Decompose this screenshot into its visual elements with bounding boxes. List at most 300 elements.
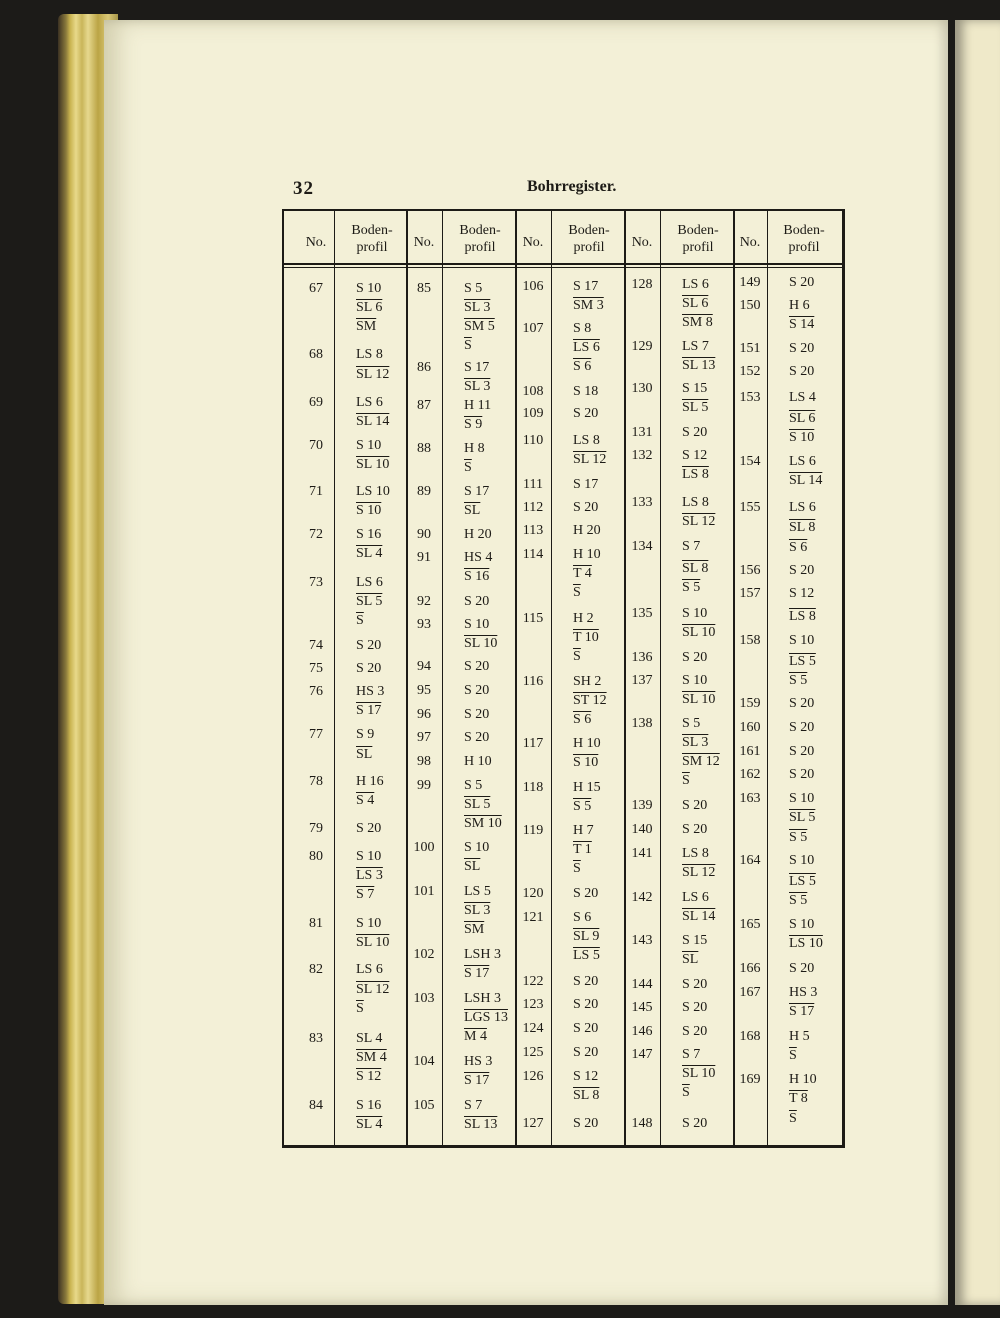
boring-number: 86 bbox=[417, 360, 431, 375]
soil-profile-entry: H 11 bbox=[464, 398, 492, 413]
soil-profile-entry: LS 6 bbox=[789, 454, 816, 469]
header-profile-5 bbox=[771, 222, 837, 256]
soil-profile-entry: S 15 bbox=[682, 933, 708, 948]
soil-profile-entry: S 20 bbox=[682, 1024, 708, 1039]
soil-profile-entry: LGS 13 bbox=[464, 1010, 508, 1025]
soil-profile-entry: S 20 bbox=[464, 730, 490, 745]
boring-number: 165 bbox=[739, 917, 761, 932]
boring-number: 121 bbox=[522, 910, 544, 925]
soil-profile-entry: S 20 bbox=[789, 341, 815, 356]
boring-number: 160 bbox=[739, 720, 761, 735]
soil-profile-entry: S 10 bbox=[356, 849, 382, 864]
boring-number: 157 bbox=[739, 586, 761, 601]
soil-profile-entry: HS 3 bbox=[356, 684, 385, 699]
header-rule-double bbox=[282, 267, 842, 268]
soil-profile-entry: $\overline{SM}$ bbox=[464, 922, 485, 937]
soil-profile-entry: S 12 bbox=[573, 1069, 599, 1084]
soil-profile-entry: S 20 bbox=[573, 1045, 599, 1060]
soil-profile-entry: LS 6 bbox=[356, 575, 383, 590]
header-no-3: No. bbox=[522, 235, 544, 250]
soil-profile-entry: M 4 bbox=[464, 1029, 487, 1044]
soil-profile-entry: LSH 3 bbox=[464, 947, 501, 962]
boring-number: 164 bbox=[739, 853, 761, 868]
soil-profile-entry: S 5 bbox=[789, 893, 808, 908]
soil-profile-entry: SL 10 bbox=[464, 636, 498, 651]
soil-profile-entry: LS 7 bbox=[682, 339, 709, 354]
boring-number: 99 bbox=[417, 778, 431, 793]
soil-profile-entry: S 5 bbox=[464, 281, 483, 296]
boring-number: 140 bbox=[631, 822, 653, 837]
boring-number: 139 bbox=[631, 798, 653, 813]
boring-number: 132 bbox=[631, 448, 653, 463]
boring-number: 113 bbox=[522, 523, 544, 538]
soil-profile-entry: SL 5 bbox=[356, 594, 383, 609]
boring-number: 159 bbox=[739, 696, 761, 711]
soil-profile-entry: T 4 bbox=[573, 566, 592, 581]
soil-profile-entry: $\overline{S}$ bbox=[573, 861, 581, 876]
boring-number: 126 bbox=[522, 1069, 544, 1084]
soil-profile-entry: LS 8 bbox=[682, 846, 709, 861]
soil-profile-entry: SM 12 bbox=[682, 754, 720, 769]
soil-profile-entry: S 20 bbox=[356, 821, 382, 836]
boring-number: 76 bbox=[309, 684, 323, 699]
soil-profile-entry: S 10 bbox=[682, 606, 708, 621]
soil-profile-entry: SL 9 bbox=[573, 929, 600, 944]
boring-number: 143 bbox=[631, 933, 653, 948]
soil-profile-entry: S 9 bbox=[356, 727, 375, 742]
boring-number: 71 bbox=[309, 484, 323, 499]
soil-profile-entry: LSH 3 bbox=[464, 991, 501, 1006]
boring-number: 89 bbox=[417, 484, 431, 499]
soil-profile-entry: LS 10 bbox=[789, 936, 823, 951]
boring-number: 123 bbox=[522, 997, 544, 1012]
boring-number: 95 bbox=[417, 683, 431, 698]
soil-profile-entry: S 7 bbox=[682, 539, 701, 554]
soil-profile-entry: S 20 bbox=[682, 650, 708, 665]
soil-profile-entry: S 20 bbox=[464, 707, 490, 722]
boring-number: 158 bbox=[739, 633, 761, 648]
soil-profile-entry: S 20 bbox=[682, 822, 708, 837]
soil-profile-entry: $\overline{S}$ bbox=[682, 1085, 690, 1100]
soil-profile-entry: S 7 bbox=[682, 1047, 701, 1062]
soil-profile-entry: SL 13 bbox=[682, 358, 716, 373]
boring-number: 81 bbox=[309, 916, 323, 931]
header-profile-line2: profil bbox=[682, 240, 714, 255]
soil-profile-entry: H 5 bbox=[789, 1029, 810, 1044]
soil-profile-entry: S 7 bbox=[356, 887, 375, 902]
soil-profile-entry: SL 12 bbox=[356, 367, 390, 382]
soil-profile-entry: LS 5 bbox=[789, 874, 816, 889]
boring-number: 109 bbox=[522, 406, 544, 421]
boring-number: 146 bbox=[631, 1024, 653, 1039]
boring-number: 87 bbox=[417, 398, 431, 413]
soil-profile-entry: S 20 bbox=[789, 563, 815, 578]
soil-profile-entry: S 20 bbox=[682, 1000, 708, 1015]
soil-profile-entry: S 20 bbox=[789, 767, 815, 782]
soil-profile-entry: S 10 bbox=[573, 755, 599, 770]
boring-number: 96 bbox=[417, 707, 431, 722]
soil-profile-entry: S 10 bbox=[356, 503, 382, 518]
boring-number: 161 bbox=[739, 744, 761, 759]
soil-profile-entry: SL 5 bbox=[682, 400, 709, 415]
soil-profile-entry: LS 3 bbox=[356, 868, 383, 883]
soil-profile-entry: SL 10 bbox=[682, 692, 716, 707]
boring-number: 156 bbox=[739, 563, 761, 578]
soil-profile-entry: S 10 bbox=[464, 617, 490, 632]
boring-number: 167 bbox=[739, 985, 761, 1000]
boring-number: 129 bbox=[631, 339, 653, 354]
soil-profile-entry: T 10 bbox=[573, 630, 599, 645]
boring-number: 103 bbox=[413, 991, 435, 1006]
header-profile-line1: Boden- bbox=[677, 223, 719, 238]
soil-profile-entry: LS 5 bbox=[789, 654, 816, 669]
soil-profile-entry: S 20 bbox=[682, 798, 708, 813]
boring-number: 100 bbox=[413, 840, 435, 855]
soil-profile-entry: S 20 bbox=[573, 997, 599, 1012]
soil-profile-entry: $\overline{S}$ bbox=[464, 460, 472, 475]
soil-profile-entry: S 6 bbox=[573, 910, 592, 925]
boring-number: 72 bbox=[309, 527, 323, 542]
soil-profile-entry: SM 8 bbox=[682, 315, 713, 330]
soil-profile-entry: H 20 bbox=[464, 527, 492, 542]
soil-profile-entry: H 20 bbox=[573, 523, 601, 538]
soil-profile-entry: LS 6 bbox=[573, 340, 600, 355]
column-rule-no-1 bbox=[334, 211, 335, 1145]
soil-profile-entry: S 20 bbox=[789, 744, 815, 759]
boring-number: 133 bbox=[631, 495, 653, 510]
boring-number: 92 bbox=[417, 594, 431, 609]
boring-number: 119 bbox=[522, 823, 544, 838]
boring-number: 112 bbox=[522, 500, 544, 515]
boring-number: 153 bbox=[739, 390, 761, 405]
boring-number: 84 bbox=[309, 1098, 323, 1113]
boring-number: 70 bbox=[309, 438, 323, 453]
soil-profile-entry: SL 12 bbox=[682, 514, 716, 529]
soil-profile-entry: $\overline{S}$ bbox=[356, 613, 364, 628]
soil-profile-entry: S 20 bbox=[682, 425, 708, 440]
soil-profile-entry: S 16 bbox=[464, 569, 490, 584]
boring-number: 135 bbox=[631, 606, 653, 621]
soil-profile-entry: H 10 bbox=[573, 547, 601, 562]
soil-profile-entry: S 20 bbox=[356, 638, 382, 653]
boring-number: 125 bbox=[522, 1045, 544, 1060]
soil-profile-entry: S 20 bbox=[573, 406, 599, 421]
header-no-1: No. bbox=[305, 235, 327, 250]
boring-number: 105 bbox=[413, 1098, 435, 1113]
soil-profile-entry: SL 14 bbox=[789, 473, 823, 488]
boring-number: 142 bbox=[631, 890, 653, 905]
soil-profile-entry: $\overline{S}$ bbox=[464, 338, 472, 353]
soil-profile-entry: S 10 bbox=[789, 791, 815, 806]
soil-profile-entry: S 20 bbox=[682, 977, 708, 992]
soil-profile-entry: SL 4 bbox=[356, 1117, 383, 1132]
soil-profile-entry: S 10 bbox=[789, 633, 815, 648]
soil-profile-entry: SL 5 bbox=[789, 810, 816, 825]
soil-profile-entry: $\overline{SL}$ bbox=[356, 747, 373, 762]
boring-number: 77 bbox=[309, 727, 323, 742]
soil-profile-entry: ST 12 bbox=[573, 693, 607, 708]
boring-number: 128 bbox=[631, 277, 653, 292]
boring-number: 69 bbox=[309, 395, 323, 410]
boring-number: 93 bbox=[417, 617, 431, 632]
header-profile-line1: Boden- bbox=[568, 223, 610, 238]
soil-profile-entry: S 20 bbox=[464, 659, 490, 674]
soil-profile-entry: SL 3 bbox=[682, 735, 709, 750]
soil-profile-entry: S 6 bbox=[573, 712, 592, 727]
boring-number: 163 bbox=[739, 791, 761, 806]
boring-number: 148 bbox=[631, 1116, 653, 1131]
boring-number: 114 bbox=[522, 547, 544, 562]
soil-profile-entry: SL 13 bbox=[464, 1117, 498, 1132]
boring-number: 79 bbox=[309, 821, 323, 836]
soil-profile-entry: SH 2 bbox=[573, 674, 602, 689]
soil-profile-entry: S 12 bbox=[356, 1069, 382, 1084]
soil-profile-entry: $\overline{S}$ bbox=[789, 1111, 797, 1126]
header-profile-2 bbox=[446, 222, 514, 256]
boring-number: 152 bbox=[739, 364, 761, 379]
boring-number: 88 bbox=[417, 441, 431, 456]
boring-number: 134 bbox=[631, 539, 653, 554]
boring-number: 110 bbox=[522, 433, 544, 448]
soil-profile-entry: SL 10 bbox=[682, 625, 716, 640]
soil-profile-entry: LS 8 bbox=[356, 347, 383, 362]
soil-profile-entry: H 10 bbox=[789, 1072, 817, 1087]
boring-number: 138 bbox=[631, 716, 653, 731]
boring-number: 82 bbox=[309, 962, 323, 977]
soil-profile-entry: LS 5 bbox=[573, 948, 600, 963]
soil-profile-entry: S 17 bbox=[464, 966, 490, 981]
boring-number: 67 bbox=[309, 281, 323, 296]
soil-profile-entry: HS 4 bbox=[464, 550, 493, 565]
soil-profile-entry: HS 3 bbox=[464, 1054, 493, 1069]
soil-profile-entry: S 20 bbox=[789, 720, 815, 735]
soil-profile-entry: H 7 bbox=[573, 823, 594, 838]
soil-profile-entry: SL 14 bbox=[682, 909, 716, 924]
boring-number: 115 bbox=[522, 611, 544, 626]
soil-profile-entry: S 20 bbox=[464, 594, 490, 609]
soil-profile-entry: S 17 bbox=[789, 1004, 815, 1019]
soil-profile-entry: S 17 bbox=[464, 1073, 490, 1088]
soil-profile-entry: T 8 bbox=[789, 1091, 808, 1106]
soil-profile-entry: S 20 bbox=[789, 961, 815, 976]
soil-profile-entry: S 14 bbox=[789, 317, 815, 332]
soil-profile-entry: SM 4 bbox=[356, 1050, 387, 1065]
soil-profile-entry: SL 5 bbox=[464, 797, 491, 812]
boring-number: 98 bbox=[417, 754, 431, 769]
soil-profile-entry: LS 5 bbox=[464, 884, 491, 899]
soil-profile-entry: SL 8 bbox=[573, 1088, 600, 1103]
boring-number: 168 bbox=[739, 1029, 761, 1044]
column-rule-no-4 bbox=[660, 211, 661, 1145]
soil-profile-entry: S 5 bbox=[682, 580, 701, 595]
boring-number: 145 bbox=[631, 1000, 653, 1015]
soil-profile-entry: S 17 bbox=[573, 279, 599, 294]
soil-profile-entry: S 10 bbox=[356, 916, 382, 931]
soil-profile-entry: S 10 bbox=[789, 430, 815, 445]
boring-number: 73 bbox=[309, 575, 323, 590]
soil-profile-entry: SL 12 bbox=[356, 982, 390, 997]
soil-profile-entry: $\overline{S}$ bbox=[682, 773, 690, 788]
soil-profile-entry: S 15 bbox=[682, 381, 708, 396]
boring-number: 97 bbox=[417, 730, 431, 745]
soil-profile-entry: $\overline{SM}$ bbox=[356, 319, 377, 334]
boring-number: 74 bbox=[309, 638, 323, 653]
soil-profile-entry: S 17 bbox=[464, 484, 490, 499]
boring-number: 85 bbox=[417, 281, 431, 296]
boring-number: 90 bbox=[417, 527, 431, 542]
soil-profile-entry: H 16 bbox=[356, 774, 384, 789]
soil-profile-entry: S 20 bbox=[356, 661, 382, 676]
soil-profile-entry: S 10 bbox=[464, 840, 490, 855]
soil-profile-entry: SL 10 bbox=[356, 457, 390, 472]
boring-number: 117 bbox=[522, 736, 544, 751]
boring-number: 124 bbox=[522, 1021, 544, 1036]
soil-profile-entry: S 5 bbox=[682, 716, 701, 731]
soil-profile-entry: SL 14 bbox=[356, 414, 390, 429]
boring-number: 102 bbox=[413, 947, 435, 962]
soil-profile-entry: S 16 bbox=[356, 1098, 382, 1113]
boring-number: 149 bbox=[739, 275, 761, 290]
boring-number: 80 bbox=[309, 849, 323, 864]
boring-number: 78 bbox=[309, 774, 323, 789]
boring-number: 169 bbox=[739, 1072, 761, 1087]
soil-profile-entry: H 2 bbox=[573, 611, 594, 626]
soil-profile-entry: S 20 bbox=[789, 364, 815, 379]
soil-profile-entry: SM 5 bbox=[464, 319, 495, 334]
soil-profile-entry: S 8 bbox=[573, 321, 592, 336]
boring-number: 154 bbox=[739, 454, 761, 469]
soil-profile-entry: SL 6 bbox=[682, 296, 709, 311]
header-profile-line2: profil bbox=[356, 240, 388, 255]
boring-number: 118 bbox=[522, 780, 544, 795]
soil-profile-entry: SL 3 bbox=[464, 903, 491, 918]
soil-profile-entry: SL 8 bbox=[789, 520, 816, 535]
soil-profile-entry: $\overline{SL}$ bbox=[464, 503, 481, 518]
boring-number: 106 bbox=[522, 279, 544, 294]
soil-profile-entry: S 20 bbox=[573, 974, 599, 989]
soil-profile-entry: S 20 bbox=[789, 275, 815, 290]
soil-profile-entry: $\overline{SL}$ bbox=[464, 859, 481, 874]
header-profile-1 bbox=[338, 222, 406, 256]
boring-number: 107 bbox=[522, 321, 544, 336]
soil-profile-entry: S 17 bbox=[356, 703, 382, 718]
soil-profile-entry: S 10 bbox=[356, 281, 382, 296]
soil-profile-entry: LS 10 bbox=[356, 484, 390, 499]
soil-profile-entry: SL 3 bbox=[464, 300, 491, 315]
boring-number: 131 bbox=[631, 425, 653, 440]
boring-number: 162 bbox=[739, 767, 761, 782]
soil-profile-entry: S 20 bbox=[573, 1116, 599, 1131]
soil-profile-entry: SL 12 bbox=[573, 452, 607, 467]
soil-profile-entry: LS 6 bbox=[682, 277, 709, 292]
soil-profile-entry: S 20 bbox=[573, 500, 599, 515]
boring-number: 150 bbox=[739, 298, 761, 313]
soil-profile-entry: LS 8 bbox=[789, 609, 816, 624]
boring-number: 155 bbox=[739, 500, 761, 515]
soil-profile-entry: S 20 bbox=[682, 1116, 708, 1131]
soil-profile-entry: S 10 bbox=[789, 853, 815, 868]
boring-number: 141 bbox=[631, 846, 653, 861]
soil-profile-entry: H 6 bbox=[789, 298, 810, 313]
soil-profile-entry: S 18 bbox=[573, 384, 599, 399]
soil-profile-entry: SL 12 bbox=[682, 865, 716, 880]
boring-number: 127 bbox=[522, 1116, 544, 1131]
soil-profile-entry: S 5 bbox=[573, 799, 592, 814]
page-number: 32 bbox=[293, 178, 314, 199]
soil-profile-entry: S 10 bbox=[356, 438, 382, 453]
soil-profile-entry: HS 3 bbox=[789, 985, 818, 1000]
soil-profile-entry: H 15 bbox=[573, 780, 601, 795]
boring-number: 104 bbox=[413, 1054, 435, 1069]
soil-profile-entry: SL 10 bbox=[356, 935, 390, 950]
soil-profile-entry: SM 3 bbox=[573, 298, 604, 313]
boring-number: 166 bbox=[739, 961, 761, 976]
column-rule-no-5 bbox=[767, 211, 768, 1145]
boring-number: 120 bbox=[522, 886, 544, 901]
soil-profile-entry: SL 6 bbox=[356, 300, 383, 315]
soil-profile-entry: S 9 bbox=[464, 417, 483, 432]
soil-profile-entry: LS 8 bbox=[573, 433, 600, 448]
header-profile-line1: Boden- bbox=[351, 223, 393, 238]
running-head: Bohrregister. bbox=[527, 178, 617, 195]
boring-number: 136 bbox=[631, 650, 653, 665]
header-profile-line2: profil bbox=[464, 240, 496, 255]
soil-profile-entry: S 10 bbox=[789, 917, 815, 932]
soil-profile-entry: S 6 bbox=[573, 359, 592, 374]
boring-number: 83 bbox=[309, 1031, 323, 1046]
soil-profile-entry: H 10 bbox=[573, 736, 601, 751]
soil-profile-entry: LS 4 bbox=[789, 390, 816, 405]
soil-profile-entry: S 20 bbox=[573, 886, 599, 901]
boring-number: 144 bbox=[631, 977, 653, 992]
boring-number: 94 bbox=[417, 659, 431, 674]
boring-number: 68 bbox=[309, 347, 323, 362]
soil-profile-entry: SL 6 bbox=[789, 411, 816, 426]
boring-number: 116 bbox=[522, 674, 544, 689]
soil-profile-entry: $\overline{S}$ bbox=[573, 649, 581, 664]
soil-profile-entry: $\overline{S}$ bbox=[789, 1048, 797, 1063]
soil-profile-entry: LS 6 bbox=[682, 890, 709, 905]
soil-profile-entry: S 6 bbox=[789, 540, 808, 555]
header-profile-line1: Boden- bbox=[459, 223, 501, 238]
soil-profile-entry: SM 10 bbox=[464, 816, 502, 831]
soil-profile-entry: H 10 bbox=[464, 754, 492, 769]
boring-number: 91 bbox=[417, 550, 431, 565]
header-no-5: No. bbox=[739, 235, 761, 250]
soil-profile-entry: S 17 bbox=[464, 360, 490, 375]
boring-number: 147 bbox=[631, 1047, 653, 1062]
soil-profile-entry: H 8 bbox=[464, 441, 485, 456]
soil-profile-entry: SL 4 bbox=[356, 546, 383, 561]
soil-profile-entry: S 12 bbox=[789, 586, 815, 601]
soil-profile-entry: SL 4 bbox=[356, 1031, 383, 1046]
soil-profile-entry: LS 8 bbox=[682, 467, 709, 482]
soil-profile-entry: S 5 bbox=[789, 673, 808, 688]
boring-number: 130 bbox=[631, 381, 653, 396]
boring-number: 75 bbox=[309, 661, 323, 676]
header-no-2: No. bbox=[413, 235, 435, 250]
boring-number: 101 bbox=[413, 884, 435, 899]
soil-profile-entry: T 1 bbox=[573, 842, 592, 857]
header-profile-line1: Boden- bbox=[783, 223, 825, 238]
header-profile-3 bbox=[555, 222, 623, 256]
boring-number: 122 bbox=[522, 974, 544, 989]
soil-profile-entry: S 7 bbox=[464, 1098, 483, 1113]
boring-number: 111 bbox=[523, 477, 543, 492]
boring-number: 151 bbox=[739, 341, 761, 356]
column-rule-no-3 bbox=[551, 211, 552, 1145]
header-no-4: No. bbox=[631, 235, 653, 250]
